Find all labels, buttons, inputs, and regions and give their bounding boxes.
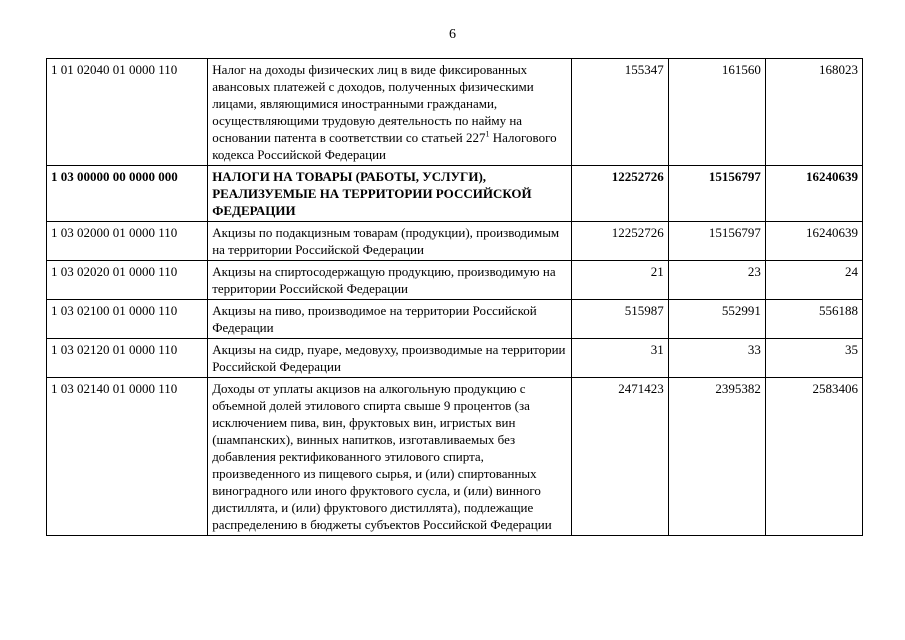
table-row [47,339,863,378]
value-year-1: 12252726 [571,166,668,222]
table-row [47,378,863,536]
value-year-2: 15156797 [668,166,765,222]
value-year-1: 2471423 [571,378,668,536]
value-year-1: 31 [571,339,668,378]
classification-code: 1 03 02120 01 0000 110 [47,339,208,378]
table-row-section-header [47,166,863,222]
revenue-name: НАЛОГИ НА ТОВАРЫ (РАБОТЫ, УСЛУГИ), РЕАЛИЗУЕМЫЕ НА ТЕРРИТОРИИ РОССИЙСКОЙ ФЕДЕРАЦИИ [208,166,571,222]
table-row [47,222,863,261]
value-year-3: 35 [765,339,862,378]
value-year-3: 24 [765,261,862,300]
value-year-2: 2395382 [668,378,765,536]
classification-code: 1 03 02140 01 0000 110 [47,378,208,536]
footnote-superscript: 1 [485,129,490,139]
value-year-1: 515987 [571,300,668,339]
classification-code: 1 01 02040 01 0000 110 [47,59,208,166]
classification-code: 1 03 02100 01 0000 110 [47,300,208,339]
budget-table [46,58,863,536]
value-year-3: 16240639 [765,166,862,222]
value-year-1: 12252726 [571,222,668,261]
table-row [47,300,863,339]
page-number: 6 [449,27,456,42]
revenue-name: Акцизы на спиртосодержащую продукцию, производимую на территории Российской Федерации [208,261,571,300]
value-year-3: 168023 [765,59,862,166]
value-year-2: 33 [668,339,765,378]
value-year-2: 15156797 [668,222,765,261]
table-row [47,261,863,300]
revenue-name: Акцизы по подакцизным товарам (продукции), производимым на территории Российской Федерации [208,222,571,261]
classification-code: 1 03 02000 01 0000 110 [47,222,208,261]
revenue-name: Акцизы на пиво, производимое на территории Российской Федерации [208,300,571,339]
value-year-2: 552991 [668,300,765,339]
classification-code: 1 03 02020 01 0000 110 [47,261,208,300]
value-year-2: 161560 [668,59,765,166]
value-year-3: 16240639 [765,222,862,261]
revenue-name-text: Налог на доходы физических лиц в виде фиксированных авансовых платежей с доходов, полученных физическими лицами, являющимися иностранными гражданами, осуществляющими трудовую деятельность по найму на основании патента в соответствии со статьей 227 [212,62,534,145]
table-row [47,59,863,166]
revenue-name: Акцизы на сидр, пуаре, медовуху, производимые на территории Российской Федерации [208,339,571,378]
revenue-name [208,59,571,166]
revenue-name: Доходы от уплаты акцизов на алкогольную продукцию с объемной долей этилового спирта свыше 9 процентов (за исключением пива, вин, фруктовых вин, игристых вин (шампанских), винных напитков, изготавливаемых без добавления ректификованного этилового спирта, произведенного из пищевого сырья, и (или) спиртованных виноградного или иного фруктового сусла, и (или) винного дистиллята, и (или) фруктового дистиллята), подлежащие распределению в бюджеты субъектов Российской Федерации [208,378,571,536]
classification-code: 1 03 00000 00 0000 000 [47,166,208,222]
revenue-name-tail: Налогового кодекса Российской Федерации [212,130,557,162]
value-year-3: 2583406 [765,378,862,536]
value-year-1: 21 [571,261,668,300]
value-year-1: 155347 [571,59,668,166]
value-year-2: 23 [668,261,765,300]
value-year-3: 556188 [765,300,862,339]
